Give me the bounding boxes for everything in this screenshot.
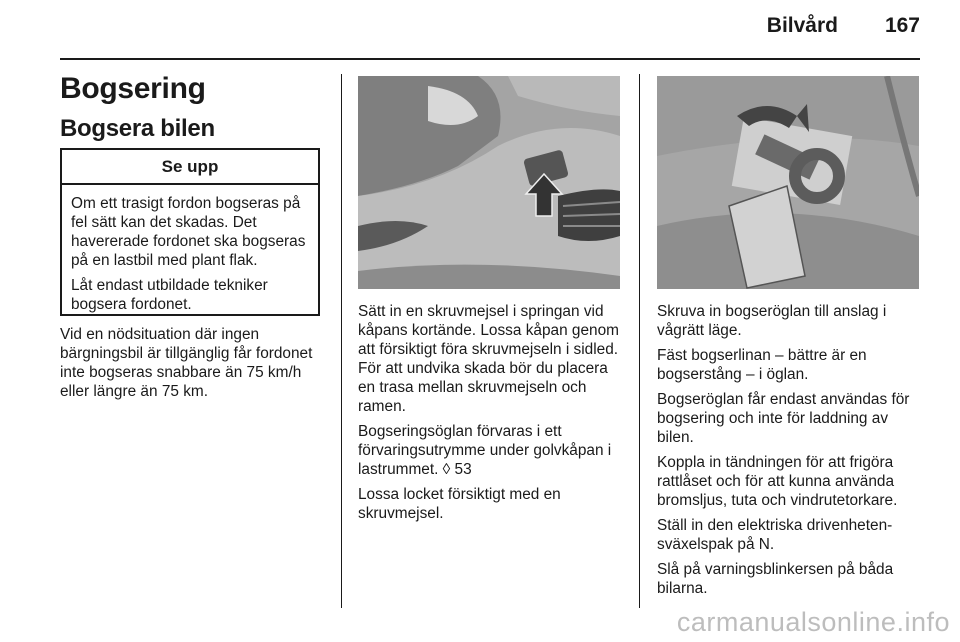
column-2-text [358,302,626,529]
tow-eye-figure [657,76,919,289]
tow-eye-illustration [657,76,919,289]
towing-limits-paragraph: Vid en nödsituation där ingen bärgningsbil är tillgänglig får fordonet inte bogseras snabbare än 75 km/h eller längre än 75 km. [60,326,313,400]
instruction-paragraph: Bogseringsöglan förvaras i ett förvaringsutrymme under golvkåpan i lastrummet. ◊ 53 [358,423,612,478]
bumper-cover-figure [358,76,620,289]
caution-body [62,185,318,314]
instruction-paragraph: Slå på varningsblinkersen på båda bilarna. [657,561,894,597]
instruction-paragraph: Koppla in tändningen för att frigöra rattlåset och för att kunna använda bromsljus, tuta och vindrutetorkare. [657,454,898,509]
column-divider-1 [341,74,342,608]
section-subtitle: Bogsera bilen [60,115,215,142]
column-3-text [657,302,925,604]
caution-heading: Se upp [62,150,318,185]
caution-paragraph: Låt endast utbildade tekniker bogsera fordonet. [71,277,268,313]
instruction-paragraph: Bogseröglan får endast användas för bogsering och inte för laddning av bilen. [657,391,910,446]
caution-paragraph: Om ett trasigt fordon bogseras på fel sätt kan det skadas. Det havererade fordonet ska bogseras på en lastbil med plant flak. [71,195,306,269]
instruction-paragraph: Fäst bogserlinan – bättre är en bogserstång – i öglan. [657,347,867,383]
page-number: 167 [884,14,920,37]
caution-box [60,148,320,316]
instruction-paragraph: Sätt in en skruvmejsel i springan vid kåpans kortände. Lossa kåpan genom att försiktigt föra skruvmejseln i sidled. För att undvika skada bör du placera en trasa mellan skruvmejseln och ramen. [358,303,619,415]
section-title: Bilvård [766,14,838,37]
chapter-title: Bogsering [60,72,206,105]
instruction-paragraph: Lossa locket försiktigt med en skruvmejsel. [358,486,561,522]
instruction-paragraph: Skruva in bogseröglan till anslag i vågrätt läge. [657,303,887,339]
header-rule [60,58,920,60]
column-divider-2 [639,74,640,608]
bumper-cover-illustration [358,76,620,289]
instruction-paragraph: Ställ in den elektriska drivenhetensväxelspak på N. [657,517,893,553]
watermark: carmanualsonline.info [676,607,950,637]
